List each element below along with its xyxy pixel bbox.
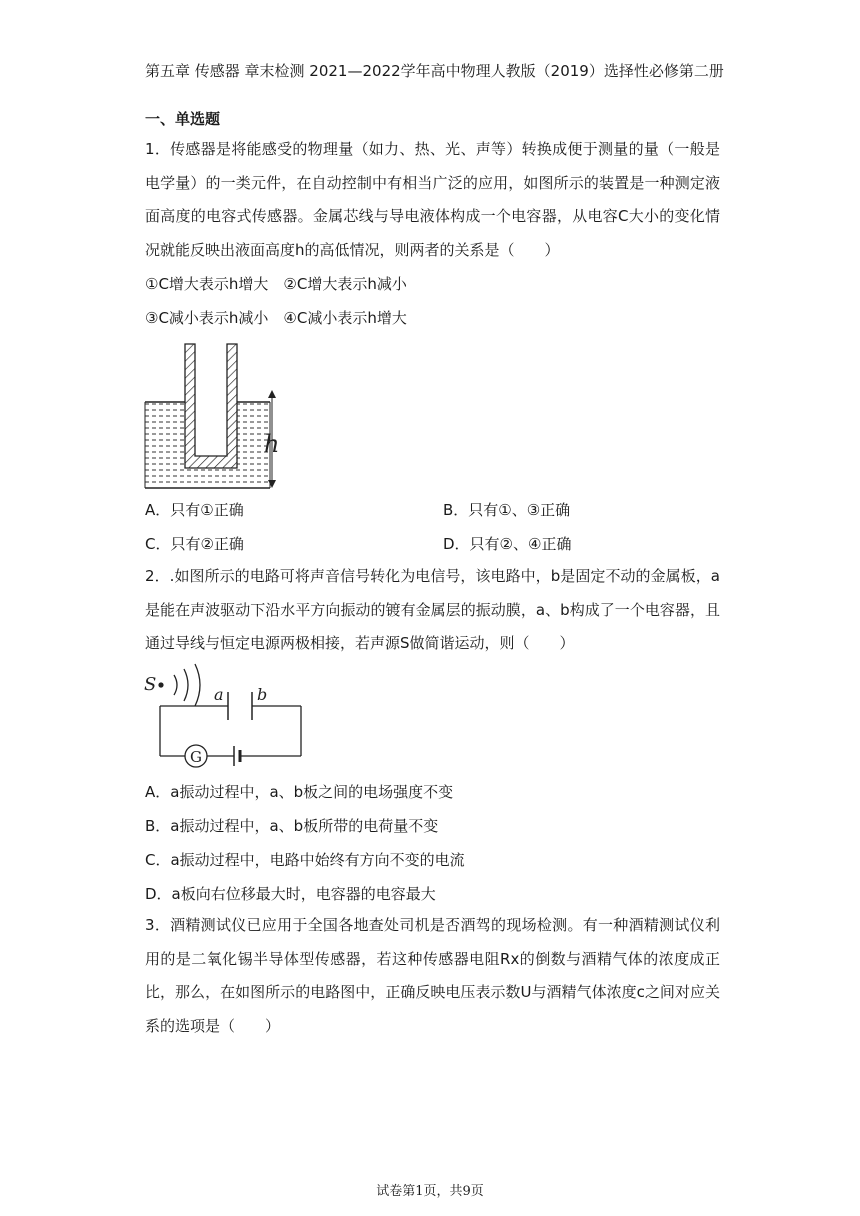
plate-a-label: a — [214, 685, 224, 704]
question-1-statement-2: ③C减小表示h减小 ④C减小表示h增大 — [145, 309, 407, 327]
question-2-option-d[interactable]: D．a板向右位移最大时，电容器的电容最大 — [145, 885, 436, 903]
question-1-option-b[interactable]: B．只有①、③正确 — [443, 501, 571, 519]
question-1-option-c[interactable]: C．只有②正确 — [145, 535, 244, 553]
question-1-statement-1: ①C增大表示h增大 ②C增大表示h减小 — [145, 275, 407, 293]
page-footer: 试卷第1页，共9页 — [376, 1184, 484, 1199]
question-1-stem: 1．传感器是将能感受的物理量（如力、热、光、声等）转换成便于测量的量（一般是电学量）的一类元件，在自动控制中有相当广泛的应用，如图所示的装置是一种测定液面高度的电容式传感器。金属芯线与导电液体构成一个电容器，从电容C大小的变化情况就能反映出液面高度h的高低情况，则两者的关系是（ ） — [145, 140, 720, 259]
question-3-stem: 3．酒精测试仪已应用于全国各地查处司机是否酒驾的现场检测。有一种酒精测试仪利用的是二氧化锡半导体型传感器，若这种传感器电阻Rx的倒数与酒精气体的浓度成正比，那么，在如图所示的电路图中，正确反映电压表示数U与酒精气体浓度c之间对应关系的选项是（ ） — [145, 916, 720, 1035]
question-2-option-a[interactable]: A．a振动过程中，a、b板之间的电场强度不变 — [145, 783, 454, 801]
liquid-level-sensor-figure — [140, 338, 290, 498]
plate-b-label: b — [257, 685, 268, 704]
question-2-option-b[interactable]: B．a振动过程中，a、b板所带的电荷量不变 — [145, 817, 439, 835]
question-2-option-c[interactable]: C．a振动过程中，电路中始终有方向不变的电流 — [145, 851, 465, 869]
capacitor-microphone-circuit-figure — [140, 662, 310, 774]
galvanometer-label: G — [190, 748, 202, 766]
page-title: 第五章 传感器 章末检测 2021—2022学年高中物理人教版（2019）选择性必修第二册 — [145, 62, 724, 80]
question-1-option-d[interactable]: D．只有②、④正确 — [443, 535, 572, 553]
sound-source-label: S — [144, 674, 157, 695]
question-1-option-a[interactable]: A．只有①正确 — [145, 501, 244, 519]
section-title: 一、单选题 — [145, 110, 221, 128]
question-2-stem: 2．.如图所示的电路可将声音信号转化为电信号，该电路中，b是固定不动的金属板，a是能在声波驱动下沿水平方向振动的镀有金属层的振动膜，a、b构成了一个电容器，且通过导线与恒定电源两极相接，若声源S做简谐运动，则（ ） — [145, 567, 720, 652]
height-label: h — [264, 430, 280, 458]
